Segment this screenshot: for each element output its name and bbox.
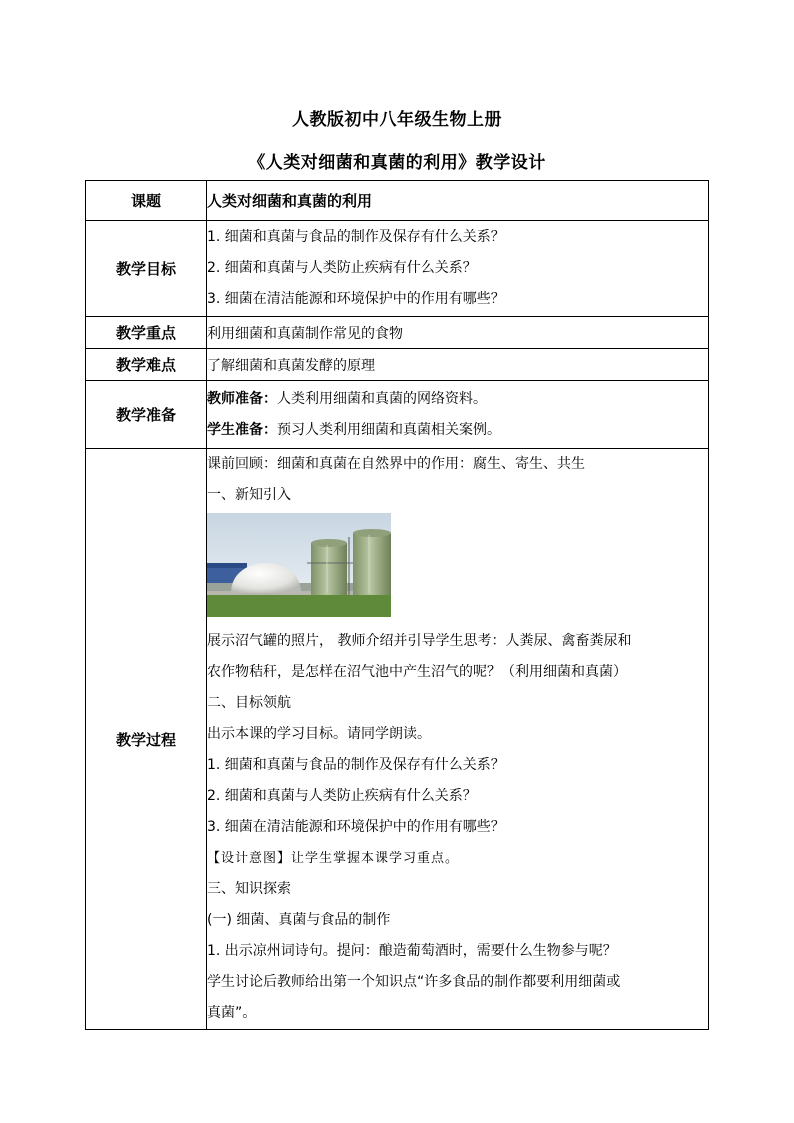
table-row-difficulties — [86, 349, 709, 381]
photo-caption: 展示沼气罐的照片， 教师介绍并引导学生思考：人粪尿、禽畜粪尿和 — [207, 633, 632, 649]
teacher-preparation-label: 教师准备： — [207, 390, 277, 407]
review-text: 课前回顾：细菌和真菌在自然界中的作用：腐生、寄生、共生 — [207, 456, 585, 472]
step-text: 1. 出示凉州词诗句。提问：酿造葡萄酒时，需要什么生物参与呢？ — [207, 943, 617, 959]
topic-value: 人类对细菌和真菌的利用 — [207, 181, 709, 221]
step-text-cont: 真菌”。 — [207, 1005, 257, 1021]
table-row-key-points — [86, 317, 709, 349]
difficulties-value: 了解细菌和真菌发酵的原理 — [207, 349, 709, 381]
objective-item: 2. 细菌和真菌与人类防止疾病有什么关系？ — [207, 260, 477, 276]
table-row-preparation — [86, 381, 709, 449]
step-text-cont: 学生讨论后教师给出第一个知识点“许多食品的制作都要利用细菌或 — [207, 974, 621, 990]
goal-intro: 出示本课的学习目标。请同学朗读。 — [207, 726, 431, 742]
objectives-list — [207, 221, 709, 317]
photo-container — [207, 511, 708, 626]
key-points-value: 利用细菌和真菌制作常见的食物 — [207, 317, 709, 349]
preparation-content — [207, 381, 709, 449]
section-heading: 三、知识探索 — [207, 881, 291, 897]
student-preparation-label: 学生准备： — [207, 421, 277, 438]
design-intent: 【设计意图】让学生掌握本课学习重点。 — [207, 851, 460, 866]
row-label-objectives: 教学目标 — [86, 221, 207, 317]
row-label-key-points: 教学重点 — [86, 317, 207, 349]
document-title: 人教版初中八年级生物上册 — [292, 110, 502, 130]
teacher-preparation-text: 人类利用细菌和真菌的网络资料。 — [277, 390, 487, 407]
section-heading: 一、新知引入 — [207, 487, 291, 503]
row-label-process: 教学过程 — [86, 449, 207, 1030]
goal-item: 2. 细菌和真菌与人类防止疾病有什么关系？ — [207, 788, 477, 804]
objective-item: 1. 细菌和真菌与食品的制作及保存有什么关系？ — [207, 229, 505, 245]
goal-item: 3. 细菌在清洁能源和环境保护中的作用有哪些？ — [207, 819, 505, 835]
lesson-plan-table — [85, 180, 709, 1030]
row-label-difficulties: 教学难点 — [86, 349, 207, 381]
table-row-process — [86, 449, 709, 1030]
table-row-objectives — [86, 221, 709, 317]
goal-item: 1. 细菌和真菌与食品的制作及保存有什么关系？ — [207, 757, 505, 773]
student-preparation-text: 预习人类利用细菌和真菌相关案例。 — [277, 421, 501, 438]
biogas-tank-photo — [207, 513, 391, 617]
section-heading: 二、目标领航 — [207, 695, 291, 711]
subsection-heading: (一) 细菌、真菌与食品的制作 — [207, 912, 391, 928]
row-label-topic: 课题 — [86, 181, 207, 221]
teacher-preparation — [207, 384, 708, 415]
table-row-topic — [86, 181, 709, 221]
process-content — [207, 449, 709, 1030]
student-preparation — [207, 415, 708, 446]
photo-caption-cont: 农作物秸秆，是怎样在沼气池中产生沼气的呢？（利用细菌和真菌） — [207, 664, 627, 680]
objective-item: 3. 细菌在清洁能源和环境保护中的作用有哪些？ — [207, 291, 505, 307]
document-subtitle: 《人类对细菌和真菌的利用》教学设计 — [248, 153, 546, 173]
row-label-preparation: 教学准备 — [86, 381, 207, 449]
